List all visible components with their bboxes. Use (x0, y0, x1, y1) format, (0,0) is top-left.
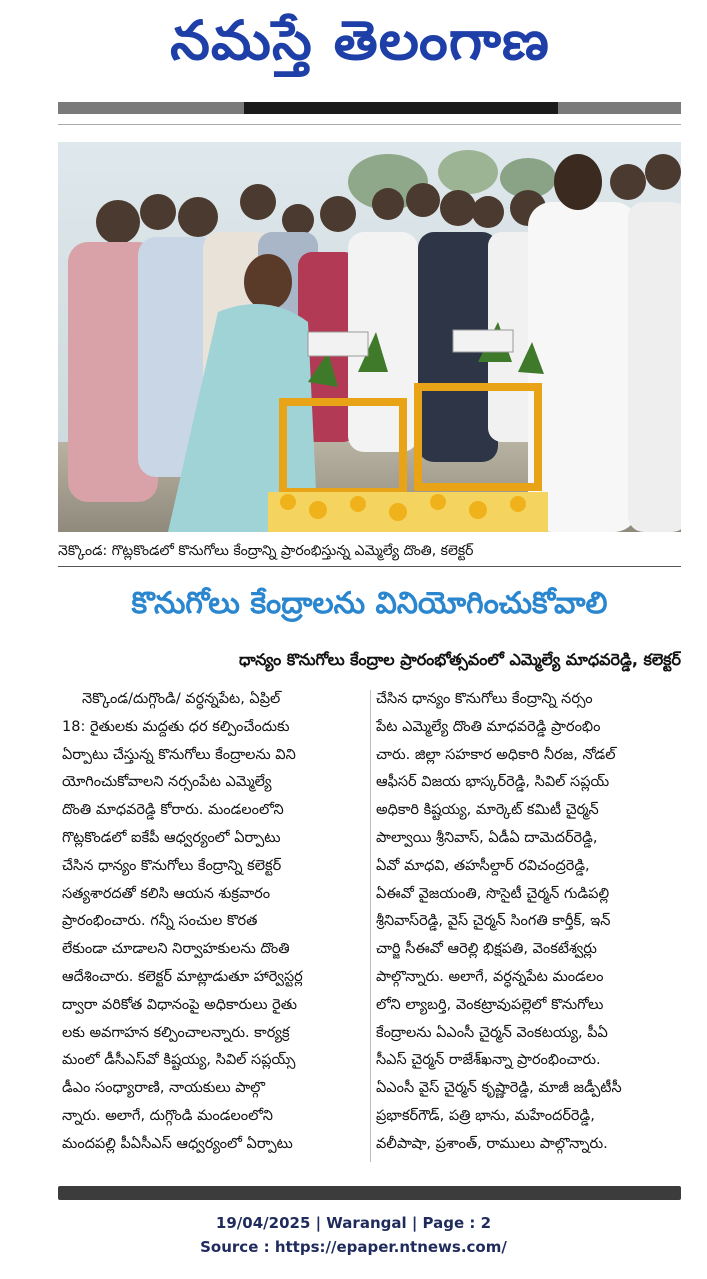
article-line: శ్రీనివాస్‌రెడ్డి, వైస్ చైర్మన్ సింగతి కార్తీక్, ఇన్ (376, 913, 611, 930)
article-line: ఏర్పాటు చేస్తున్న కొనుగోలు కేంద్రాలను విని (62, 746, 296, 763)
article-line: మందపల్లి పీఏసీఎస్ ఆధ్వర్యంలో ఏర్పాటు (62, 1135, 293, 1152)
article-line: ద్వారా వరికోత విధానంపై అధికారులు రైతు (62, 996, 298, 1013)
article-line: గొట్లకొండలో ఐకేపీ ఆధ్వర్యంలో ఏర్పాటు (62, 829, 281, 846)
footer-date-line: 19/04/2025 | Warangal | Page : 2 (215, 1214, 492, 1232)
news-photo-illustration (58, 142, 681, 532)
masthead (0, 0, 707, 100)
masthead-rule-bar (58, 102, 681, 114)
article-line: చార్జి సీఈవో ఆరెల్లి భిక్షపతి, వెంకటేశ్వర్లు (376, 941, 597, 958)
article-line: 18: రైతులకు మద్దతు ధర కల్పించేందుకు (62, 718, 290, 735)
article-line: ఏఎంసీ వైస్ చైర్మన్ కృష్ణారెడ్డి, మాజీ జడ్పీటీసీ (376, 1080, 622, 1097)
article-line: సీఎస్ చైర్మన్ రాజేశ్‌ఖన్నా ప్రారంభించారు. (376, 1052, 601, 1069)
article-column-right (376, 686, 676, 1159)
caption-rule (58, 566, 681, 567)
article-line: పేట ఎమ్మెల్యే దొంతి మాధవరెడ్డి ప్రారంభిం (376, 718, 601, 735)
article-line: ఆఫీసర్ విజయ భాస్కర్‌రెడ్డి, సివిల్ సప్లయ్ (376, 774, 610, 791)
article-line: సత్యశారదతో కలిసి ఆయన శుక్రవారం (62, 885, 271, 902)
article-line: చారు. జిల్లా సహకార అధికారి నీరజ, నోడల్ (376, 746, 616, 763)
article-line: పాల్వాయి శ్రీనివాస్, ఏడీఏ దామెదర్‌రెడ్డి, (376, 829, 598, 846)
article-line: లకు అవగాహన కల్పించాలన్నారు. కార్యక్ర (62, 1024, 290, 1041)
article-line: ఆదేశించారు. కలెక్టర్ మాట్లాడుతూ హార్వెస్టర్ల (62, 968, 303, 985)
article-line: నెక్కొండ/దుగ్గొండి/ వర్ధన్నపేట, ఏప్రిల్ (82, 691, 281, 707)
article-line: మంలో డీసీఎస్‌వో కిష్టయ్య, సివిల్ సప్లయ్స్ (62, 1052, 296, 1069)
article-line: ప్రారంభించారు. గన్నీ సంచుల కొరత (62, 913, 258, 930)
article-line: లోని ల్యాబర్తి, వెంకట్రావుపల్లెలో కొనుగోలు (376, 996, 604, 1013)
article-line: పాల్గొన్నారు. అలాగే, వర్ధన్నపేట మండలం (376, 968, 604, 985)
column-divider (370, 690, 371, 1162)
article-line: వలీపాషా, ప్రశాంత్, రాములు పాల్గొన్నారు. (376, 1135, 608, 1152)
article-line: యోగించుకోవాలని నర్సంపేట ఎమ్మెల్యే (62, 774, 272, 791)
article-line: లేకుండా చూడాలని నిర్వాహకులను దొంతి (62, 941, 290, 958)
photo-caption: నెక్కొండ: గొట్లకొండలో కొనుగోలు కేంద్రాన్ని ప్రారంభిస్తున్న ఎమ్మెల్యే దొంతి, కలెక్టర్ (58, 543, 474, 559)
article-headline: కొనుగోలు కేంద్రాలను వినియోగించుకోవాలి (131, 586, 608, 621)
newspaper-logo: నమస్తే తెలంగాణ (170, 9, 550, 72)
masthead-thin-rule (58, 124, 681, 125)
cropped-headline-strip (58, 1186, 681, 1200)
article-line: న్నారు. అలాగే, దుగ్గొండి మండలంలోని (62, 1107, 273, 1124)
article-line: చేసిన ధాన్యం కొనుగోలు కేంద్రాన్ని కలెక్టర్ (62, 857, 282, 874)
article-subhead: ధాన్యం కొనుగోలు కేంద్రాల ప్రారంభోత్సవంలో ఎమ్మెల్యే మాధవరెడ్డి, కలెక్టర్ (238, 650, 681, 669)
masthead-rule-dark-segment (244, 102, 558, 114)
next-article-teaser-cut (58, 1172, 681, 1200)
footer-source-line: Source : https://epaper.ntnews.com/ (200, 1238, 507, 1256)
article-line: చేసిన ధాన్యం కొనుగోలు కేంద్రాన్ని నర్సం (376, 691, 593, 707)
article-line: ఏఈవో వైజయంతి, సొసైటీ చైర్మన్ గుడిపల్లి (376, 885, 610, 902)
article-line: కేంద్రాలను ఏఎంసీ చైర్మన్ వెంకటయ్య, పీఏ (376, 1024, 608, 1041)
article-line: డీఎం సంధ్యారాణి, నాయకులు పాల్గొ (62, 1080, 266, 1097)
news-photo (58, 142, 681, 532)
article-line: ఏవో మాధవి, తహసీల్దార్ రవిచంద్రరెడ్డి, (376, 857, 590, 874)
article-line: ప్రభాకర్‌గౌడ్, పత్రి భాను, మహేందర్‌రెడ్డి, (376, 1107, 595, 1124)
page-footer (0, 1210, 707, 1270)
article-column-left (62, 686, 362, 1159)
article-line: దొంతి మాధవరెడ్డి కోరారు. మండలంలోని (62, 802, 284, 819)
article-line: అధికారి కిష్టయ్య, మార్కెట్ కమిటీ చైర్మన్ (376, 802, 599, 819)
